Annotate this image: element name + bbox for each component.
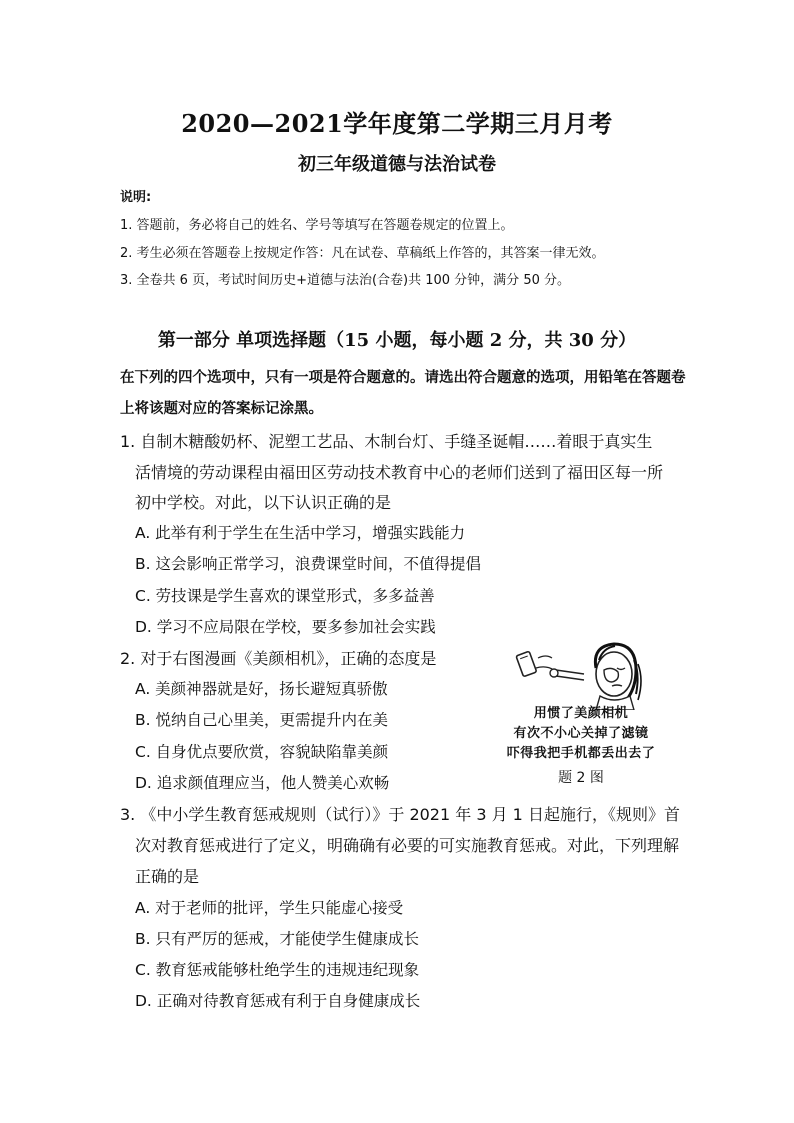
question-2-option-a: A. 美颜神器就是好，扬长避短真骄傲 [135, 680, 388, 698]
question-1-option-b: B. 这会影响正常学习，浪费课堂时间，不值得提倡 [135, 555, 481, 573]
cartoon-text-line: 用惯了美颜相机 [533, 706, 629, 721]
note-item: 2. 考生必须在答题卷上按规定作答：凡在试卷、草稿纸上作答的，其答案一律无效。 [120, 246, 605, 261]
exam-subtitle: 初三年级道德与法治试卷 [298, 154, 496, 175]
question-3-option-a: A. 对于老师的批评，学生只能虚心接受 [135, 899, 404, 917]
note-item: 1. 答题前，务必将自己的姓名、学号等填写在答题卷规定的位置上。 [120, 218, 514, 233]
question-3-option-b: B. 只有严厉的惩戒，才能使学生健康成长 [135, 930, 419, 948]
question-1-stem: 初中学校。对此，以下认识正确的是 [135, 493, 392, 512]
question-1-option-c: C. 劳技课是学生喜欢的课堂形式，多多益善 [135, 587, 435, 605]
figure-caption: 题 2 图 [558, 770, 604, 786]
question-2-stem: 2. 对于右图漫画《美颜相机》，正确的态度是 [120, 649, 437, 668]
question-1-stem: 活情境的劳动课程由福田区劳动技术教育中心的老师们送到了福田区每一所 [135, 463, 664, 482]
question-1-option-d: D. 学习不应局限在学校，要多参加社会实践 [135, 618, 436, 636]
cartoon-illustration [486, 640, 676, 710]
question-3-option-d: D. 正确对待教育惩戒有利于自身健康成长 [135, 992, 421, 1010]
note-item: 3. 全卷共 6 页，考试时间历史+道德与法治(合卷)共 100 分钟，满分 50 分。 [120, 273, 570, 288]
question-3-stem: 次对教育惩戒进行了定义，明确确有必要的可实施教育惩戒。对此，下列理解 [135, 836, 680, 855]
notes-heading: 说明: [120, 190, 152, 205]
question-3-stem: 正确的是 [135, 867, 200, 886]
question-2-option-d: D. 追求颜值理应当，他人赞美心欢畅 [135, 774, 390, 792]
cartoon-text-line: 有次不小心关掉了滤镜 [513, 726, 649, 741]
question-1-stem: 1. 自制木糖酸奶杯、泥塑工艺品、木制台灯、手缝圣诞帽……着眼于真实生 [120, 432, 653, 451]
question-2-option-b: B. 悦纳自己心里美，更需提升内在美 [135, 711, 388, 729]
cartoon-figure [486, 640, 676, 790]
section-heading: 第一部分 单项选择题（15 小题，每小题 2 分，共 30 分） [157, 330, 637, 351]
section-instructions: 上将该题对应的答案标记涂黑。 [120, 401, 323, 417]
question-1-option-a: A. 此举有利于学生在生活中学习，增强实践能力 [135, 524, 466, 542]
question-3-option-c: C. 教育惩戒能够杜绝学生的违规违纪现象 [135, 961, 420, 979]
section-instructions: 在下列的四个选项中，只有一项是符合题意的。请选出符合题意的选项，用铅笔在答题卷 [120, 370, 686, 386]
question-3-stem: 3. 《中小学生教育惩戒规则（试行）》于 2021 年 3 月 1 日起施行，《规则》首 [120, 805, 680, 824]
cartoon-text-line: 吓得我把手机都丢出去了 [506, 746, 656, 761]
question-2-option-c: C. 自身优点要欣赏，容貌缺陷靠美颜 [135, 743, 389, 761]
exam-title: 2020—2021学年度第二学期三月月考 [181, 109, 613, 138]
